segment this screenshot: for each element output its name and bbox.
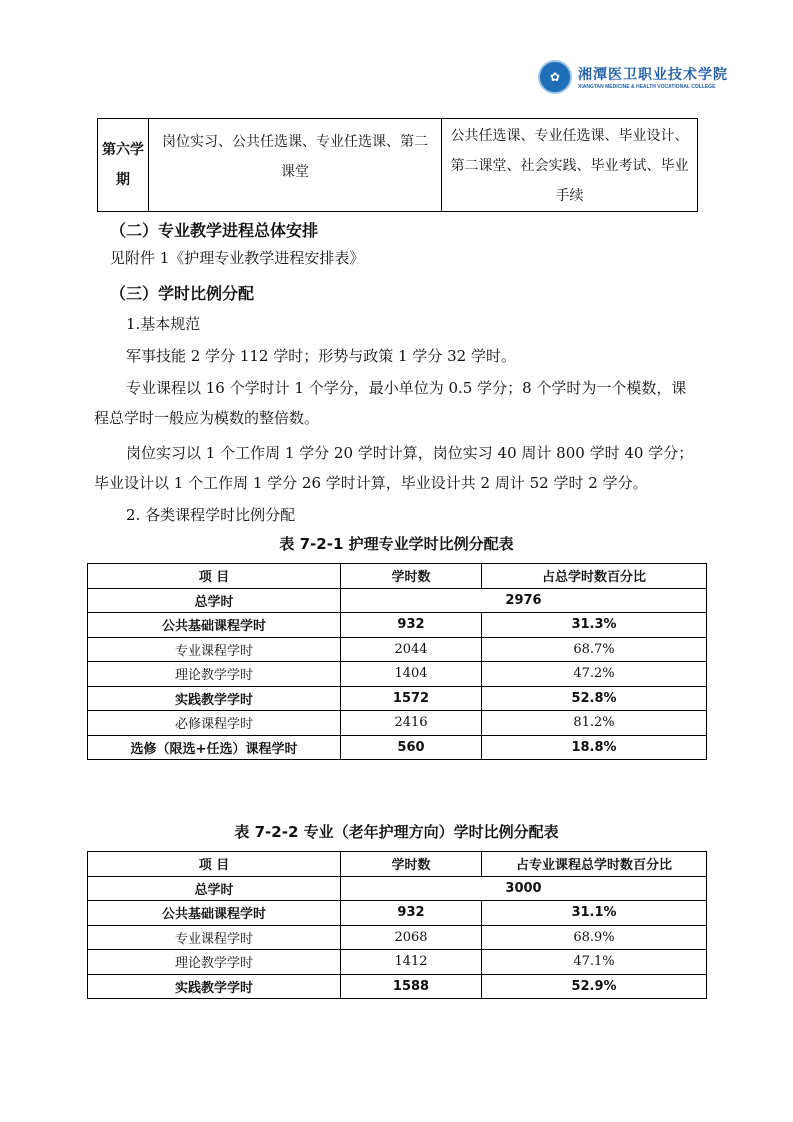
total-value: 3000 [341, 876, 707, 901]
table-cell: 932 [341, 613, 482, 638]
column-header: 学时数 [341, 852, 482, 877]
column-header: 项 目 [88, 852, 341, 877]
semester-table [97, 118, 698, 212]
logo-en: XIANGTAN MEDICINE & HEALTH VOCATIONAL COLLEGE [578, 84, 716, 90]
para-4b: 毕业设计以 1 个工作周 1 学分 26 学时计算，毕业设计共 2 周计 52 学时 2 学分。 [94, 474, 648, 492]
para-3a: 专业课程以 16 个学时计 1 个学分，最小单位为 0.5 学分；8 个学时为一个模数，课 [126, 379, 687, 397]
column-header: 学时数 [341, 564, 482, 589]
table-cell: 52.8% [482, 686, 707, 711]
total-row [88, 876, 707, 901]
table-cell: 47.1% [482, 950, 707, 975]
table-cell: 公共基础课程学时 [88, 613, 341, 638]
logo-cn: 湘潭医卫职业技术学院 [578, 67, 728, 83]
table-cell: 68.7% [482, 637, 707, 662]
table-cell: 必修课程学时 [88, 711, 341, 736]
table-cell: 专业课程学时 [88, 637, 341, 662]
table-cell: 2068 [341, 925, 482, 950]
table-cell: 81.2% [482, 711, 707, 736]
total-value: 2976 [341, 588, 707, 613]
table1-caption: 表 7-2-1 护理专业学时比例分配表 [279, 535, 514, 553]
para-3b: 程总学时一般应为模数的整倍数。 [94, 409, 320, 427]
para-2: 军事技能 2 学分 112 学时；形势与政策 1 学分 32 学时。 [126, 347, 516, 365]
sub-2: 2. 各类课程学时比例分配 [126, 506, 296, 524]
sub-1: 1.基本规范 [126, 315, 201, 333]
table-cell: 选修（限选+任选）课程学时 [88, 735, 341, 760]
column-header: 占专业课程总学时数百分比 [482, 852, 707, 877]
para-1: 见附件 1《护理专业教学进程安排表》 [110, 249, 365, 267]
column-header: 项 目 [88, 564, 341, 589]
table-row [88, 686, 707, 711]
table-cell: 公共基础课程学时 [88, 901, 341, 926]
table-row [88, 637, 707, 662]
total-label: 总学时 [88, 876, 341, 901]
table-cell: 932 [341, 901, 482, 926]
table-cell: 2044 [341, 637, 482, 662]
header-row [88, 564, 707, 589]
table-cell: 实践教学学时 [88, 686, 341, 711]
table-cell: 实践教学学时 [88, 974, 341, 999]
table-cell: 31.3% [482, 613, 707, 638]
table-cell: 18.8% [482, 735, 707, 760]
column-header: 占总学时数百分比 [482, 564, 707, 589]
table2 [87, 851, 707, 999]
table-row [88, 662, 707, 687]
heading-3: （三）学时比例分配 [110, 284, 255, 303]
total-label: 总学时 [88, 588, 341, 613]
table-cell: 68.9% [482, 925, 707, 950]
total-row [88, 588, 707, 613]
table-row [88, 925, 707, 950]
table-cell: 52.9% [482, 974, 707, 999]
table-cell: 专业课程学时 [88, 925, 341, 950]
table-cell: 47.2% [482, 662, 707, 687]
table2-caption: 表 7-2-2 专业（老年护理方向）学时比例分配表 [234, 823, 559, 841]
semester-label: 第六学期 [98, 119, 149, 212]
table-cell: 1572 [341, 686, 482, 711]
table-row [88, 901, 707, 926]
table-row [88, 974, 707, 999]
college-seal-icon: ✿ [538, 60, 572, 94]
table-row [88, 950, 707, 975]
heading-2: （二）专业教学进程总体安排 [110, 221, 319, 240]
header-row [88, 852, 707, 877]
table-row [88, 613, 707, 638]
table1 [87, 563, 707, 760]
table-cell: 2416 [341, 711, 482, 736]
table-cell: 1404 [341, 662, 482, 687]
table-cell: 1412 [341, 950, 482, 975]
table-cell: 理论教学学时 [88, 950, 341, 975]
para-4a: 岗位实习以 1 个工作周 1 学分 20 学时计算，岗位实习 40 周计 800 学时 40 学分； [126, 444, 694, 462]
table-cell: 31.1% [482, 901, 707, 926]
semester-col1: 岗位实习、公共任选课、专业任选课、第二课堂 [149, 119, 442, 212]
college-logo [538, 60, 728, 94]
table-cell: 1588 [341, 974, 482, 999]
table-cell: 理论教学学时 [88, 662, 341, 687]
table-row [88, 735, 707, 760]
semester-col2: 公共任选课、专业任选课、毕业设计、第二课堂、社会实践、毕业考试、毕业手续 [442, 119, 698, 212]
table-cell: 560 [341, 735, 482, 760]
table-row [88, 711, 707, 736]
